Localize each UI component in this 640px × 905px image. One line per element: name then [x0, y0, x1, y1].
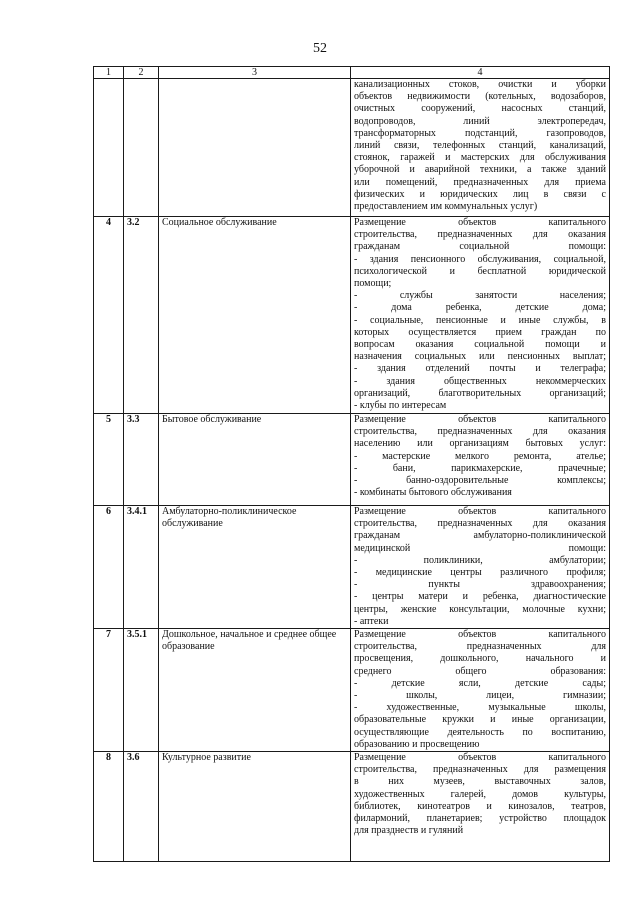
description-line: строительства, предназначенных для: [354, 641, 606, 653]
description-line: водопроводов, линий электропередач,: [354, 115, 606, 127]
description-line: - поликлиники, амбулатории;: [354, 554, 606, 566]
description-line: - дома ребенка, детские дома;: [354, 302, 606, 314]
description-line: просвещения, дошкольного, начального и: [354, 653, 606, 665]
description-line: трансформаторных подстанций, газопроводов,: [354, 127, 606, 139]
description-line: или помещений, предназначенных для приема: [354, 176, 606, 188]
description-line: строительства, предназначенных для оказания: [354, 229, 606, 241]
description-line: населению или организациям бытовых услуг:: [354, 438, 606, 450]
description-line: физических и юридических лиц в связи с: [354, 188, 606, 200]
description-line: Размещение объектов капитального: [354, 629, 606, 641]
description-line: центры, женские консультации, молочные кухни;: [354, 603, 606, 615]
description-line: Размещение объектов капитального: [354, 506, 606, 517]
description-line: - медицинские центры различного профиля;: [354, 567, 606, 579]
description-line: организаций, благотворительных организаций;: [354, 387, 606, 399]
description-line: образованию и просвещению: [354, 738, 480, 750]
row-name-cell: Бытовое обслуживание: [159, 414, 351, 506]
description-line: - комбинаты бытового обслуживания: [354, 487, 512, 499]
description-line: уборочной и аварийной техники, а также зданий: [354, 164, 606, 176]
table-row: [94, 629, 610, 752]
description-line: среднего общего образования:: [354, 665, 606, 677]
description-line: - мастерские мелкого ремонта, ателье;: [354, 450, 606, 462]
header-cell-4: 4: [351, 67, 610, 79]
row-code-cell: 3.6: [124, 752, 159, 862]
description-line: филармоний, планетариев; устройство площадок: [354, 813, 606, 825]
description-line: осуществляющие деятельность по воспитанию,: [354, 726, 606, 738]
description-line: назначения социальных или пенсионных выплат;: [354, 351, 606, 363]
description-line: - здания отделений почты и телеграфа;: [354, 363, 606, 375]
description-line: - здания пенсионного обслуживания, социальной,: [354, 253, 606, 265]
description-line: - банно-оздоровительные комплексы;: [354, 475, 606, 487]
description-line: помощи;: [354, 278, 392, 290]
row-name-cell: Социальное обслуживание: [159, 217, 351, 414]
description-line: стоянок, гаражей и мастерских для обслуживания: [354, 152, 606, 164]
row-code-cell: 3.4.1: [124, 506, 159, 629]
description-line: образовательные кружки и иные организации,: [354, 714, 606, 726]
row-description-cell: [351, 79, 610, 217]
description-line: - детские ясли, детские сады;: [354, 677, 606, 689]
description-line: - художественные, музыкальные школы,: [354, 702, 606, 714]
row-code-cell: 3.3: [124, 414, 159, 506]
table-header-row: [94, 67, 610, 79]
header-cell-2: 2: [124, 67, 159, 79]
description-line: - здания общественных некоммерческих: [354, 375, 606, 387]
description-line: для празднеств и гуляний: [354, 825, 464, 837]
row-description-cell: [351, 629, 610, 752]
description-line: Размещение объектов капитального: [354, 217, 606, 228]
description-line: Размещение объектов капитального: [354, 414, 606, 425]
header-cell-3: 3: [159, 67, 351, 79]
header-cell-1: 1: [94, 67, 124, 79]
description-line: - школы, лицеи, гимназии;: [354, 690, 606, 702]
description-line: строительства, предназначенных для оказания: [354, 426, 606, 438]
description-line: объектов недвижимости (котельных, водозаборов,: [354, 91, 606, 103]
table-row: [94, 217, 610, 414]
description-line: - пункты здравоохранения;: [354, 579, 606, 591]
row-number-cell: 8: [94, 752, 124, 862]
description-line: которых осуществляется прием граждан по: [354, 326, 606, 338]
row-number-cell: 5: [94, 414, 124, 506]
description-line: в них музеев, выставочных залов,: [354, 776, 606, 788]
table-row: [94, 79, 610, 217]
row-name-cell: Дошкольное, начальное и среднее общее образование: [159, 629, 351, 752]
description-line: строительства, предназначенных для оказания: [354, 518, 606, 530]
row-code-cell: 3.2: [124, 217, 159, 414]
table-row: [94, 506, 610, 629]
row-number-cell: 6: [94, 506, 124, 629]
row-code-cell: 3.5.1: [124, 629, 159, 752]
description-line: медицинской помощи:: [354, 542, 606, 554]
row-name-cell: Амбулаторно-поликлиническое обслуживание: [159, 506, 351, 629]
description-line: гражданам амбулаторно-поликлинической: [354, 530, 606, 542]
land-use-table: [93, 66, 610, 862]
description-line: психологической и бесплатной юридической: [354, 265, 606, 277]
row-description-cell: [351, 217, 610, 414]
row-number-cell: 4: [94, 217, 124, 414]
table-row: [94, 414, 610, 506]
description-line: очистных сооружений, насосных станций,: [354, 103, 606, 115]
description-line: канализационных стоков, очистки и уборки: [354, 79, 606, 90]
description-line: гражданам социальной помощи:: [354, 241, 606, 253]
row-number-cell: 7: [94, 629, 124, 752]
page-number: 52: [313, 41, 327, 56]
row-name-cell: Культурное развитие: [159, 752, 351, 862]
row-description-cell: [351, 506, 610, 629]
description-line: предоставлением им коммунальных услуг): [354, 201, 538, 213]
description-line: библиотек, кинотеатров и кинозалов, театров,: [354, 800, 606, 812]
description-line: - центры матери и ребенка, диагностические: [354, 591, 606, 603]
row-description-cell: [351, 752, 610, 862]
row-description-cell: [351, 414, 610, 506]
row-name-cell: [159, 79, 351, 217]
description-line: строительства, предназначенных для размещения: [354, 764, 606, 776]
description-line: вопросам оказания социальной помощи и: [354, 339, 606, 351]
row-number-cell: [94, 79, 124, 217]
description-line: - службы занятости населения;: [354, 290, 606, 302]
description-line: художественных галерей, домов культуры,: [354, 788, 606, 800]
row-code-cell: [124, 79, 159, 217]
description-line: - клубы по интересам: [354, 400, 447, 412]
description-line: - бани, парикмахерские, прачечные;: [354, 462, 606, 474]
description-line: Размещение объектов капитального: [354, 752, 606, 764]
table-row: [94, 752, 610, 862]
description-line: линий связи, телефонных станций, канализаций,: [354, 140, 606, 152]
description-line: - аптеки: [354, 615, 389, 627]
description-line: - социальные, пенсионные и иные службы, в: [354, 314, 606, 326]
